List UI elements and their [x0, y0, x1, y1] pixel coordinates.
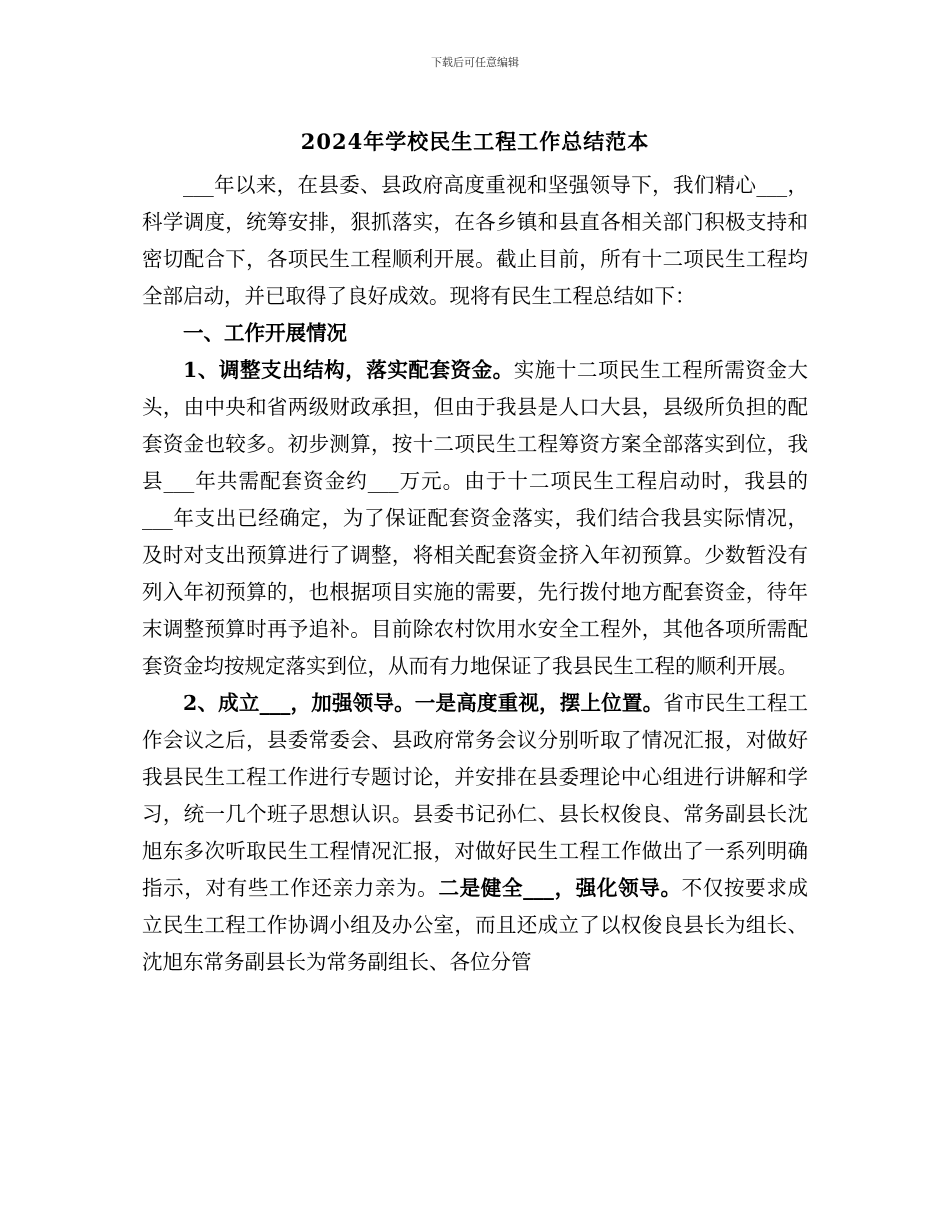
- document-title: 2024年学校民生工程工作总结范本: [300, 129, 650, 154]
- header-note: 下载后可任意编辑: [431, 56, 519, 69]
- item-2-sub2-text: 不仅按要求成立民生工程工作协调小组及办公室，而且还成立了以权俊良县长为组长、沈旭东常务副县长为常务副组长、各位分管: [142, 876, 809, 974]
- item-2-lead: 2、成立___，加强领导。: [183, 691, 415, 715]
- intro-paragraph: ___年以来，在县委、县政府高度重视和坚强领导下，我们精心___，科学调度，统筹安排，狠抓落实，在各乡镇和县直各相关部门积极支持和密切配合下，各项民生工程顺利开展。截止目前，所有十二项民生工程均全部启动，并已取得了良好成效。现将有民生工程总结如下：: [142, 173, 808, 308]
- section-heading: 一、工作开展情况: [183, 321, 347, 345]
- item-1-text: 实施十二项民生工程所需资金大头，由中央和省两级财政承担，但由于我县是人口大县，县级所负担的配套资金也较多。初步测算，按十二项民生工程筹资方案全部落实到位，我县___年共需配套资金约___万元。由于十二项民生工程启动时，我县的___年支出已经确定，为了保证配套资金落实，我们结合我县实际情况，及时对支出预算进行了调整，将相关配套资金挤入年初预算。少数暂没有列入年初预算的，也根据项目实施的需要，先行拨付地方配套资金，待年末调整预算时再予追补。目前除农村饮用水安全工程外，其他各项所需配套资金均按规定落实到位，从而有力地保证了我县民生工程的顺利开展。: [142, 358, 809, 678]
- document-body: [142, 167, 808, 981]
- item-2-paragraph: [142, 685, 808, 981]
- item-2-sub1-lead: 一是高度重视，摆上位置。: [414, 691, 664, 715]
- item-1-lead: 1、调整支出结构，落实配套资金。: [183, 358, 514, 382]
- item-2-sub1-text: 省市民生工程工作会议之后，县委常委会、县政府常务会议分别听取了情况汇报，对做好我县民生工程工作进行专题讨论，并安排在县委理论中心组进行讲解和学习，统一几个班子思想认识。县委书记孙仁、县长权俊良、常务副县长沈旭东多次听取民生工程情况汇报，对做好民生工程工作做出了一系列明确指示，对有些工作还亲力亲为。: [142, 691, 809, 900]
- item-1-paragraph: [142, 352, 808, 685]
- item-2-sub2-lead: 二是健全___，强化领导。: [438, 876, 682, 900]
